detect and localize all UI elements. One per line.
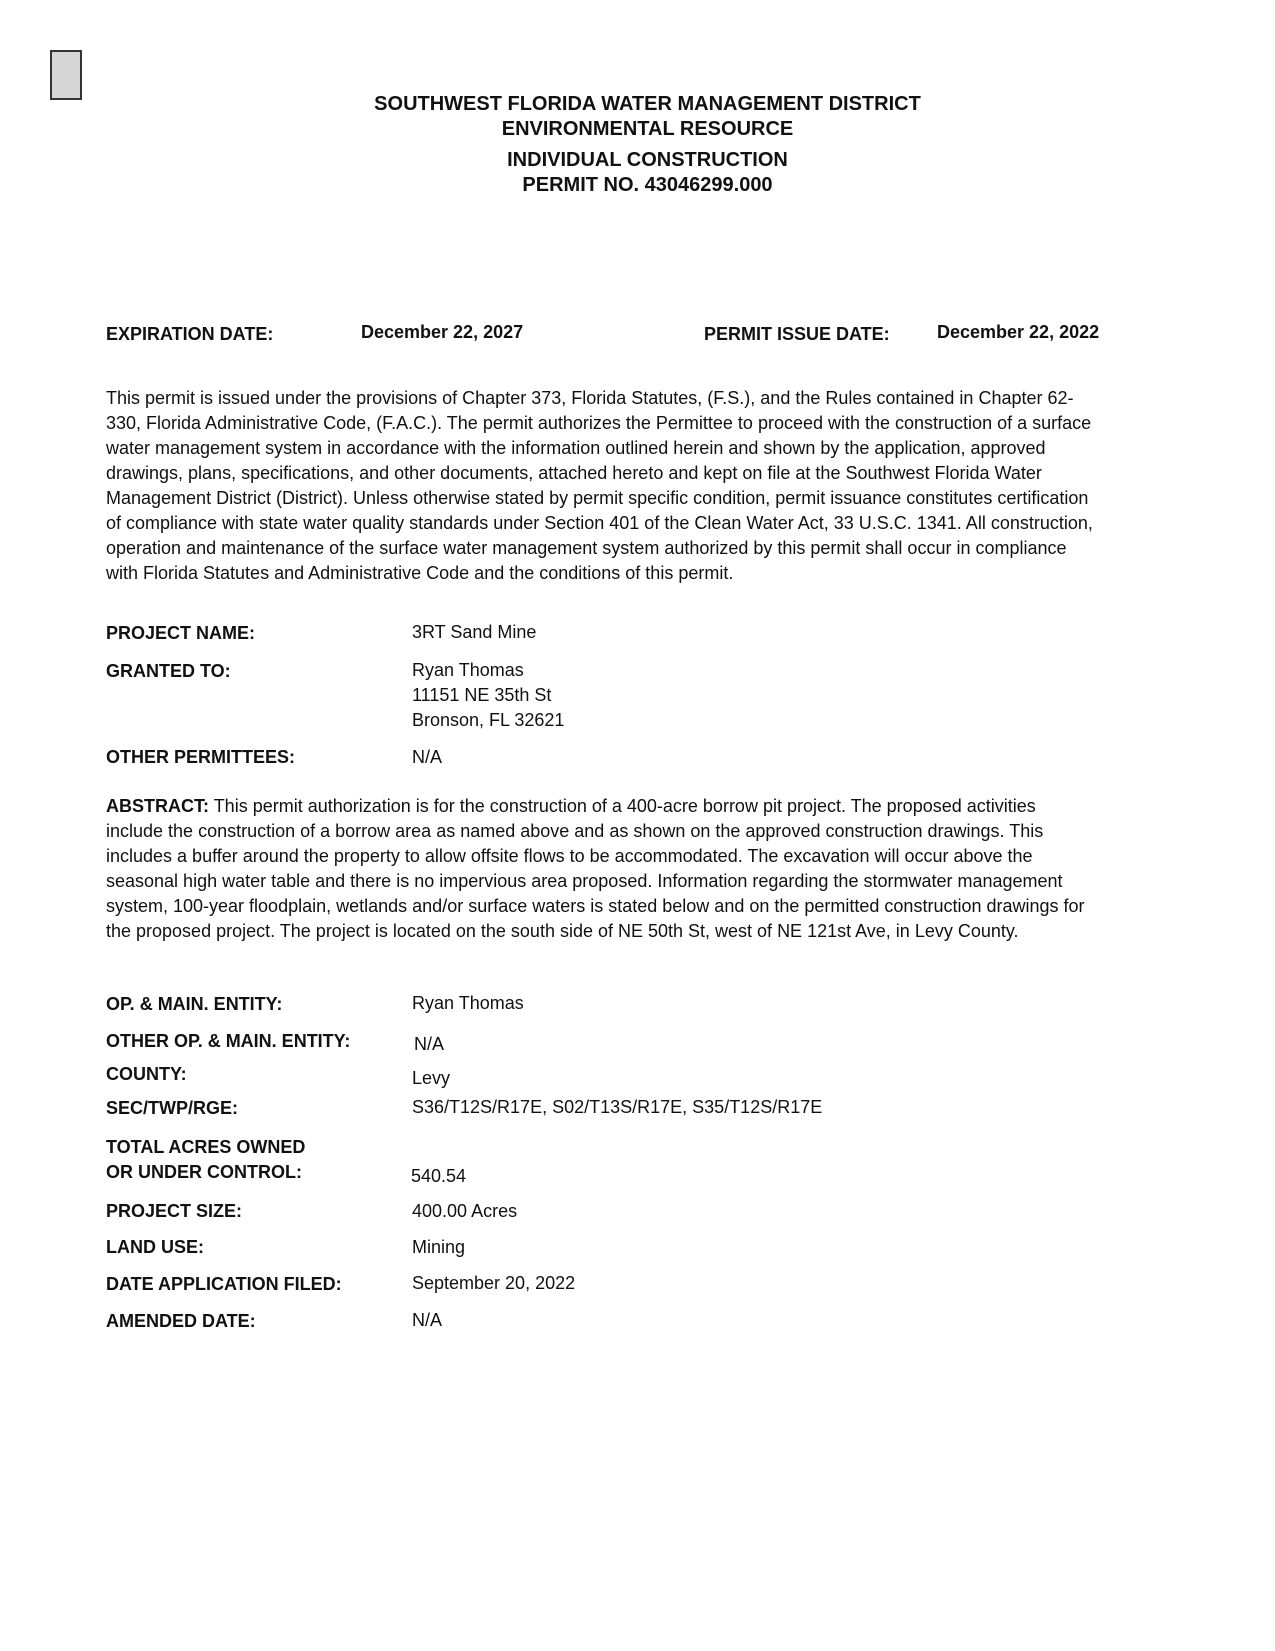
op-main-entity-value: Ryan Thomas (412, 993, 524, 1013)
county-value: Levy (412, 1068, 451, 1088)
granted-to-label: GRANTED TO: (106, 661, 231, 681)
op-main-entity-label: OP. & MAIN. ENTITY: (106, 994, 283, 1014)
expiration-date-label: EXPIRATION DATE: (106, 324, 274, 344)
other-permittees-label: OTHER PERMITTEES: (106, 747, 296, 767)
project-name-label: PROJECT NAME: (106, 623, 256, 643)
other-op-main-entity-label: OTHER OP. & MAIN. ENTITY: (106, 1031, 351, 1051)
granted-to-address-line2: Bronson, FL 32621 (412, 710, 565, 730)
intro-paragraph: This permit is issued under the provisions of Chapter 373, Florida Statutes, (F.S.), and the Rules contained in Chapter 62-330, Florida Administrative Code, (F.A.C.). The permit authorizes the Permittee to proceed with the construction of a surface water management system in accordance with the information outlined herein and shown by the application, approved drawings, plans, specifications, and other documents, attached hereto and kept on file at the Southwest Florida Water Management District (District). Unless otherwise stated by permit specific condition, permit issuance constitutes certification of compliance with state water quality standards under Section 401 of the Clean Water Act, 33 U.S.C. 1341. All construction, operation and maintenance of the surface water management system authorized by this permit shall occur in compliance with Florida Statutes and Administrative Code and the conditions of this permit. (106, 388, 1093, 583)
total-acres-label-line1: TOTAL ACRES OWNED (106, 1137, 306, 1157)
granted-to-name: Ryan Thomas (412, 660, 524, 680)
issue-date-label: PERMIT ISSUE DATE: (704, 324, 890, 344)
expiration-date-value: December 22, 2027 (361, 322, 524, 342)
abstract-label: ABSTRACT: (106, 796, 209, 816)
header-permit-number: PERMIT NO. 43046299.000 (522, 174, 773, 196)
land-use-value: Mining (412, 1237, 466, 1257)
date-application-filed-value: September 20, 2022 (412, 1273, 576, 1293)
sec-twp-rge-value: S36/T12S/R17E, S02/T13S/R17E, S35/T12S/R17E (412, 1097, 823, 1117)
other-op-main-entity-value: N/A (414, 1034, 445, 1054)
other-permittees-value: N/A (412, 747, 443, 767)
abstract-paragraph (106, 794, 1096, 944)
total-acres-label-line2: OR UNDER CONTROL: (106, 1162, 302, 1182)
total-acres-value: 540.54 (411, 1166, 467, 1186)
header-district: SOUTHWEST FLORIDA WATER MANAGEMENT DISTRICT (374, 93, 921, 115)
land-use-label: LAND USE: (106, 1237, 204, 1257)
county-label: COUNTY: (106, 1064, 187, 1084)
project-size-label: PROJECT SIZE: (106, 1201, 243, 1221)
project-name-value: 3RT Sand Mine (412, 622, 537, 642)
amended-date-value: N/A (412, 1310, 443, 1330)
issue-date-value: December 22, 2022 (937, 322, 1100, 342)
granted-to-address-line1: 11151 NE 35th St (412, 685, 552, 705)
project-size-value: 400.00 Acres (412, 1201, 518, 1221)
amended-date-label: AMENDED DATE: (106, 1311, 256, 1331)
abstract-text: This permit authorization is for the construction of a 400-acre borrow pit project. The proposed activities include the construction of a borrow area as named above and as shown on the approved construction drawings. This includes a buffer around the property to allow offsite flows to be accommodated. The excavation will occur above the seasonal high water table and there is no impervious area proposed. Information regarding the stormwater management system, 100-year floodplain, wetlands and/or surface waters is stated below and on the permitted construction drawings for the proposed project. The project is located on the south side of NE 50th St, west of NE 121st Ave, in Levy County. (106, 796, 1085, 941)
header-permit-type: INDIVIDUAL CONSTRUCTION (507, 149, 788, 171)
header-resource: ENVIRONMENTAL RESOURCE (501, 118, 794, 140)
sec-twp-rge-label: SEC/TWP/RGE: (106, 1098, 239, 1118)
date-application-filed-label: DATE APPLICATION FILED: (106, 1274, 342, 1294)
